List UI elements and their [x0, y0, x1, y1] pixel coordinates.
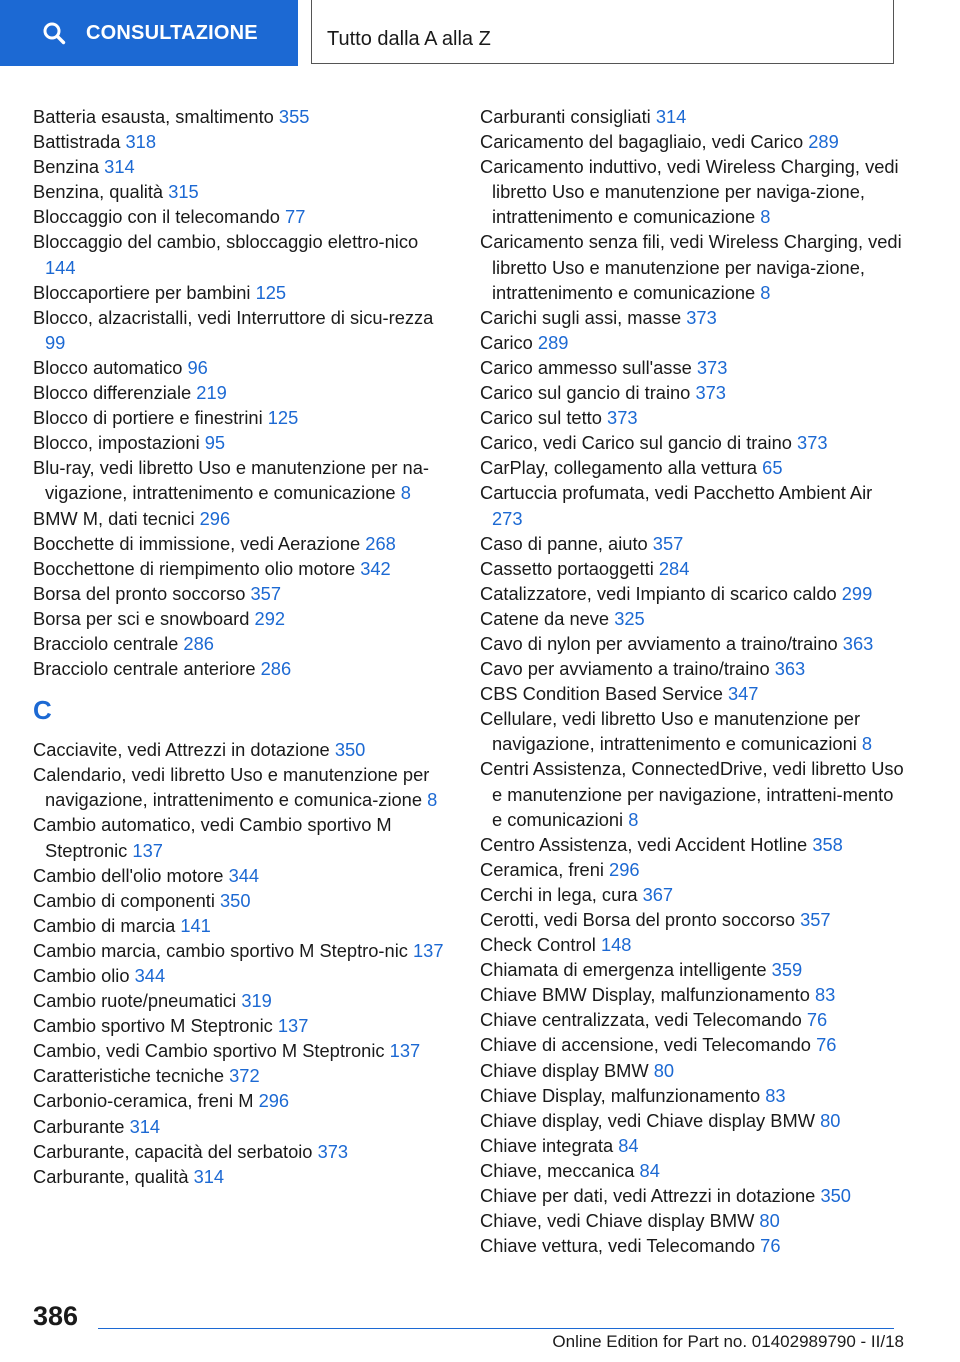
page-link[interactable]: 76: [816, 1034, 837, 1056]
index-entry-text: Cartuccia profumata, vedi Pacchetto Ambient Air: [480, 482, 873, 504]
index-entry-text: Chiave BMW Display, malfunzionamento: [480, 984, 810, 1006]
index-entry: [33, 280, 453, 305]
index-entry-text: Catene da neve: [480, 607, 610, 629]
index-entry: [480, 932, 905, 957]
index-entry-text: Caso di panne, aiuto: [480, 532, 648, 554]
index-entry: [480, 681, 905, 706]
index-entry-text: Cambio di marcia: [33, 914, 176, 936]
index-entry-text: Benzina, qualità: [33, 181, 164, 203]
page-link[interactable]: 289: [808, 131, 839, 153]
index-entry: [480, 882, 905, 907]
page-link[interactable]: 296: [609, 858, 640, 880]
index-entry: [33, 204, 453, 229]
index-entry-text: Blocco automatico: [33, 356, 183, 378]
footer-edition: Online Edition for Part no. 01402989790 - II/18: [552, 1332, 904, 1351]
index-entry-text: Carico sul gancio di traino: [480, 382, 691, 404]
index-entry-text: Cacciavite, vedi Attrezzi in dotazione: [33, 739, 330, 761]
index-entry-text: Blocco, alzacristalli, vedi Interruttore di sicu‐rezza: [33, 306, 434, 328]
index-entry-text: Caricamento del bagagliaio, vedi Carico: [480, 131, 804, 153]
index-entry-text: Blocco differenziale: [33, 382, 192, 404]
index-entry: [480, 756, 905, 831]
index-entry: [33, 581, 453, 606]
search-icon: [42, 21, 66, 45]
page-link[interactable]: 80: [820, 1109, 841, 1131]
page-link[interactable]: 83: [814, 984, 836, 1006]
index-entry-text: Chiave display, vedi Chiave display BMW: [480, 1109, 815, 1131]
page-link[interactable]: 355: [278, 106, 310, 127]
index-entry: [33, 1038, 453, 1063]
page-link[interactable]: 219: [196, 382, 227, 404]
index-entry-text: Carico, vedi Carico sul gancio di traino: [480, 432, 792, 454]
page-link[interactable]: 367: [642, 883, 674, 905]
index-entry: [480, 355, 905, 380]
index-entry: [480, 706, 905, 756]
page-link[interactable]: 125: [267, 407, 299, 429]
page-link[interactable]: 289: [537, 331, 569, 353]
index-entry: [480, 832, 905, 857]
index-entry: [33, 938, 453, 963]
index-entry-text: Carico sul tetto: [480, 407, 602, 429]
page-link[interactable]: 344: [228, 864, 260, 886]
index-entry-text: Cambio sportivo M Steptronic: [33, 1015, 273, 1037]
index-entry-text: Chiave display BMW: [480, 1059, 649, 1081]
page-link[interactable]: 84: [618, 1134, 639, 1156]
index-entry: [33, 380, 453, 405]
page-link[interactable]: 65: [762, 457, 783, 479]
page-link[interactable]: 344: [134, 965, 166, 986]
index-entry: [480, 531, 905, 556]
index-entry: [480, 104, 905, 129]
page-link[interactable]: 373: [686, 306, 717, 328]
index-entry: [480, 957, 905, 982]
page-link[interactable]: 286: [260, 658, 292, 680]
index-entry: [480, 480, 905, 530]
page-link[interactable]: 8: [400, 482, 411, 504]
index-entry: [480, 556, 905, 581]
index-entry: [480, 1133, 905, 1158]
index-entry: [480, 1233, 905, 1258]
index-entry-text: Blocco, impostazioni: [33, 432, 200, 454]
index-entry-text: CBS Condition Based Service: [480, 683, 723, 705]
search-tab-label: CONSULTAZIONE: [86, 21, 258, 44]
index-column-left: [33, 104, 453, 1189]
page-link[interactable]: 273: [492, 507, 523, 529]
index-entry-text: Bracciolo centrale anteriore: [33, 658, 256, 680]
index-entry-text: Cambio, vedi Cambio sportivo M Steptronic: [33, 1040, 385, 1062]
index-entry: [33, 104, 453, 129]
page-link[interactable]: 125: [255, 281, 287, 303]
index-entry: [33, 812, 453, 862]
index-entry-text: Bloccaggio con il telecomando: [33, 206, 280, 228]
index-entry: [33, 305, 453, 355]
index-entry: [33, 355, 453, 380]
index-entry-text: Blu-ray, vedi libretto Uso e manutenzione per na‐vigazione, intrattenimento e comunicazione: [33, 457, 429, 504]
page-link[interactable]: 358: [812, 833, 843, 855]
index-entry-text: Cellulare, vedi libretto Uso e manutenzione per navigazione, intrattenimento e comunicazioni: [480, 708, 861, 755]
index-entry-text: Borsa per sci e snowboard: [33, 607, 250, 629]
page-link[interactable]: 373: [317, 1140, 349, 1162]
index-entry: [33, 531, 453, 556]
section-title-tab: [311, 0, 894, 64]
page-link[interactable]: 84: [639, 1159, 660, 1181]
index-entry: [33, 631, 453, 656]
page-link[interactable]: 95: [204, 432, 226, 454]
page-link[interactable]: 137: [132, 839, 163, 861]
page-link[interactable]: 325: [614, 607, 645, 629]
page-link[interactable]: 137: [389, 1040, 421, 1062]
index-entry: [33, 762, 453, 812]
index-entry-text: CarPlay, collegamento alla vettura: [480, 457, 758, 479]
index-entry: [480, 305, 905, 330]
page-link[interactable]: 347: [727, 683, 759, 705]
index-entry-text: Cambio marcia, cambio sportivo M Steptro‐nic: [33, 939, 408, 961]
index-entry-text: Ceramica, freni: [480, 858, 604, 880]
index-entry: [480, 631, 905, 656]
index-entry: [480, 380, 905, 405]
index-entry-text: Cambio di componenti: [33, 889, 215, 911]
page-link[interactable]: 314: [129, 1115, 161, 1137]
index-entry: [33, 455, 453, 505]
page-link[interactable]: 144: [45, 256, 76, 278]
page-link[interactable]: 292: [254, 607, 286, 629]
page-link[interactable]: 141: [180, 914, 211, 936]
index-entry: [480, 1183, 905, 1208]
page-link[interactable]: 268: [365, 532, 396, 554]
page-link[interactable]: 319: [241, 990, 272, 1012]
index-entry: [33, 1114, 453, 1139]
index-entry: [33, 863, 453, 888]
index-entry-text: Carburante, qualità: [33, 1165, 189, 1187]
index-entry-text: Battistrada: [33, 131, 121, 153]
index-entry-text: Cavo di nylon per avviamento a traino/traino: [480, 632, 838, 654]
index-entry: [480, 129, 905, 154]
index-entry: [33, 556, 453, 581]
index-entry: [33, 154, 453, 179]
page-link[interactable]: 77: [285, 206, 306, 228]
index-entry-text: Catalizzatore, vedi Impianto di scarico caldo: [480, 582, 837, 604]
index-entry-text: Centri Assistenza, ConnectedDrive, vedi libretto Uso e manutenzione per navigazione, intratteni‐mento e comunicazioni: [480, 758, 904, 830]
index-entry-text: Cambio automatico, vedi Cambio sportivo M Steptronic: [33, 814, 392, 861]
index-entry: [480, 581, 905, 606]
page-link[interactable]: 350: [820, 1185, 851, 1207]
page-link[interactable]: 296: [258, 1090, 290, 1112]
page-link[interactable]: 315: [168, 181, 199, 203]
index-entry-text: Cambio olio: [33, 965, 130, 986]
index-entry-text: Chiave Display, malfunzionamento: [480, 1084, 761, 1106]
index-entry-text: Caricamento induttivo, vedi Wireless Charging, vedi libretto Uso e manutenzione per naviga‐zione, intrattenimento e comunicazione: [480, 156, 899, 228]
index-entry-text: Caratteristiche tecniche: [33, 1065, 225, 1087]
index-entry-text: Bloccaportiere per bambini: [33, 281, 251, 303]
page-link[interactable]: 372: [229, 1065, 260, 1087]
index-entry: [480, 1058, 905, 1083]
page-link[interactable]: 99: [45, 331, 66, 353]
index-entry: [33, 229, 453, 279]
index-entry-text: Batteria esausta, smaltimento: [33, 106, 274, 127]
page-link[interactable]: 314: [104, 156, 135, 178]
page-link[interactable]: 80: [759, 1210, 780, 1232]
index-entry: [480, 1032, 905, 1057]
index-entry-text: Cerchi in lega, cura: [480, 883, 638, 905]
index-entry-text: Chiave per dati, vedi Attrezzi in dotazione: [480, 1185, 816, 1207]
page-link[interactable]: 373: [695, 382, 726, 404]
page-link[interactable]: 342: [360, 557, 391, 579]
index-entry-text: Cavo per avviamento a traino/traino: [480, 658, 770, 680]
index-entry-text: Carburanti consigliati: [480, 106, 651, 127]
index-entry-text: Cassetto portaoggetti: [480, 557, 654, 579]
index-entry: [33, 737, 453, 762]
index-entry-text: Carichi sugli assi, masse: [480, 306, 682, 328]
page-title: Tutto dalla A alla Z: [327, 28, 491, 50]
index-entry: [480, 405, 905, 430]
index-entry-text: Carico ammesso sull'asse: [480, 356, 692, 378]
page-link[interactable]: 8: [427, 789, 438, 811]
index-entry: [480, 656, 905, 681]
page-link[interactable]: 363: [774, 658, 806, 680]
index-entry: [480, 1108, 905, 1133]
page-link[interactable]: 357: [800, 909, 831, 930]
index-entry: [33, 1088, 453, 1113]
index-entry-text: Blocco di portiere e finestrini: [33, 407, 263, 429]
index-column-right: [480, 104, 905, 1258]
index-entry: [480, 455, 905, 480]
page-link[interactable]: 314: [193, 1165, 225, 1187]
index-entry-text: Carbonio-ceramica, freni M: [33, 1090, 254, 1112]
index-list-c-continued: [480, 104, 905, 1258]
page-link[interactable]: 137: [277, 1015, 309, 1037]
index-entry-text: Chiave, meccanica: [480, 1159, 635, 1181]
search-tab[interactable]: [0, 0, 298, 66]
index-entry: [33, 988, 453, 1013]
page-link[interactable]: 8: [628, 808, 639, 830]
index-entry-text: Bracciolo centrale: [33, 632, 179, 654]
page-link[interactable]: 357: [250, 582, 281, 604]
page-link[interactable]: 80: [653, 1059, 675, 1081]
page-link[interactable]: 296: [199, 507, 231, 529]
index-entry: [33, 606, 453, 631]
index-entry-text: Chiave, vedi Chiave display BMW: [480, 1210, 755, 1232]
page-link[interactable]: 373: [607, 407, 638, 429]
index-entry-text: Cambio dell'olio motore: [33, 864, 224, 886]
page-link[interactable]: 148: [600, 934, 632, 956]
index-entry: [480, 606, 905, 631]
top-bar: [0, 0, 960, 66]
index-entry-text: Caricamento senza fili, vedi Wireless Charging, vedi libretto Uso e manutenzione per naviga‐zione, intrattenimento e comunicazione: [480, 231, 902, 303]
page-link[interactable]: 76: [806, 1009, 828, 1031]
page-link[interactable]: 76: [760, 1235, 781, 1257]
index-entry: [33, 913, 453, 938]
page-link[interactable]: 363: [842, 632, 874, 654]
page-link[interactable]: 137: [412, 939, 444, 961]
page-number: 386: [33, 1301, 79, 1331]
index-entry: [33, 430, 453, 455]
index-entry-text: Cerotti, vedi Borsa del pronto soccorso: [480, 909, 795, 930]
index-entry-text: Cambio ruote/pneumatici: [33, 990, 237, 1012]
index-entry-text: Chiamata di emergenza intelligente: [480, 959, 767, 981]
index-entry: [33, 1164, 453, 1189]
page-link[interactable]: 299: [841, 582, 873, 604]
index-entry-text: BMW M, dati tecnici: [33, 507, 195, 529]
index-entry: [33, 1139, 453, 1164]
index-entry-text: Bocchettone di riempimento olio motore: [33, 557, 356, 579]
page-link[interactable]: 314: [655, 106, 687, 127]
index-list-b: [33, 104, 453, 681]
index-entry: [33, 963, 453, 988]
index-entry: [480, 330, 905, 355]
index-entry-text: Benzina: [33, 156, 100, 178]
index-entry: [480, 1158, 905, 1183]
index-entry: [480, 229, 905, 304]
index-entry-text: Check Control: [480, 934, 596, 956]
index-entry-text: Carburante, capacità del serbatoio: [33, 1140, 313, 1162]
index-entry: [33, 506, 453, 531]
index-entry-text: Chiave vettura, vedi Telecomando: [480, 1235, 756, 1257]
page-link[interactable]: 373: [696, 356, 728, 378]
index-entry: [33, 129, 453, 154]
page-link[interactable]: 83: [765, 1084, 786, 1106]
page-link[interactable]: 357: [652, 532, 684, 554]
index-entry-text: Bocchette di immissione, vedi Aerazione: [33, 532, 361, 554]
index-entry: [33, 405, 453, 430]
index-entry: [480, 1007, 905, 1032]
page-link[interactable]: 373: [797, 432, 828, 454]
index-entry: [33, 179, 453, 204]
index-entry: [480, 154, 905, 229]
footer-divider: [98, 1328, 894, 1329]
index-entry-text: Carico: [480, 331, 533, 353]
page-link[interactable]: 286: [183, 632, 214, 654]
index-entry: [480, 982, 905, 1007]
index-entry-text: Carburante: [33, 1115, 125, 1137]
index-entry: [480, 430, 905, 455]
index-entry: [33, 1013, 453, 1038]
index-entry: [480, 857, 905, 882]
page-link[interactable]: 359: [771, 959, 803, 981]
index-entry: [480, 907, 905, 932]
page-link[interactable]: 318: [125, 131, 156, 153]
index-entry: [33, 888, 453, 913]
index-entry: [33, 656, 453, 681]
index-entry: [480, 1208, 905, 1233]
page-link[interactable]: 284: [658, 557, 690, 579]
index-list-c: [33, 737, 453, 1189]
index-entry-text: Chiave integrata: [480, 1134, 614, 1156]
index-entry-text: Bloccaggio del cambio, sbloccaggio elettro‐nico: [33, 231, 419, 253]
page-link[interactable]: 96: [187, 356, 208, 378]
page-link[interactable]: 350: [220, 889, 251, 911]
section-letter-c: C: [33, 695, 52, 726]
page-link[interactable]: 8: [861, 733, 873, 755]
index-entry: [480, 1083, 905, 1108]
index-entry-text: Calendario, vedi libretto Uso e manutenzione per navigazione, intrattenimento e comunica‐zione: [33, 764, 430, 811]
index-entry-text: Borsa del pronto soccorso: [33, 582, 246, 604]
index-entry-text: Chiave di accensione, vedi Telecomando: [480, 1034, 811, 1056]
page-link[interactable]: 8: [760, 281, 771, 303]
index-entry: [33, 1063, 453, 1088]
page-link[interactable]: 8: [760, 206, 771, 228]
index-entry-text: Chiave centralizzata, vedi Telecomando: [480, 1009, 802, 1031]
page-link[interactable]: 350: [334, 739, 366, 761]
index-entry-text: Centro Assistenza, vedi Accident Hotline: [480, 833, 808, 855]
